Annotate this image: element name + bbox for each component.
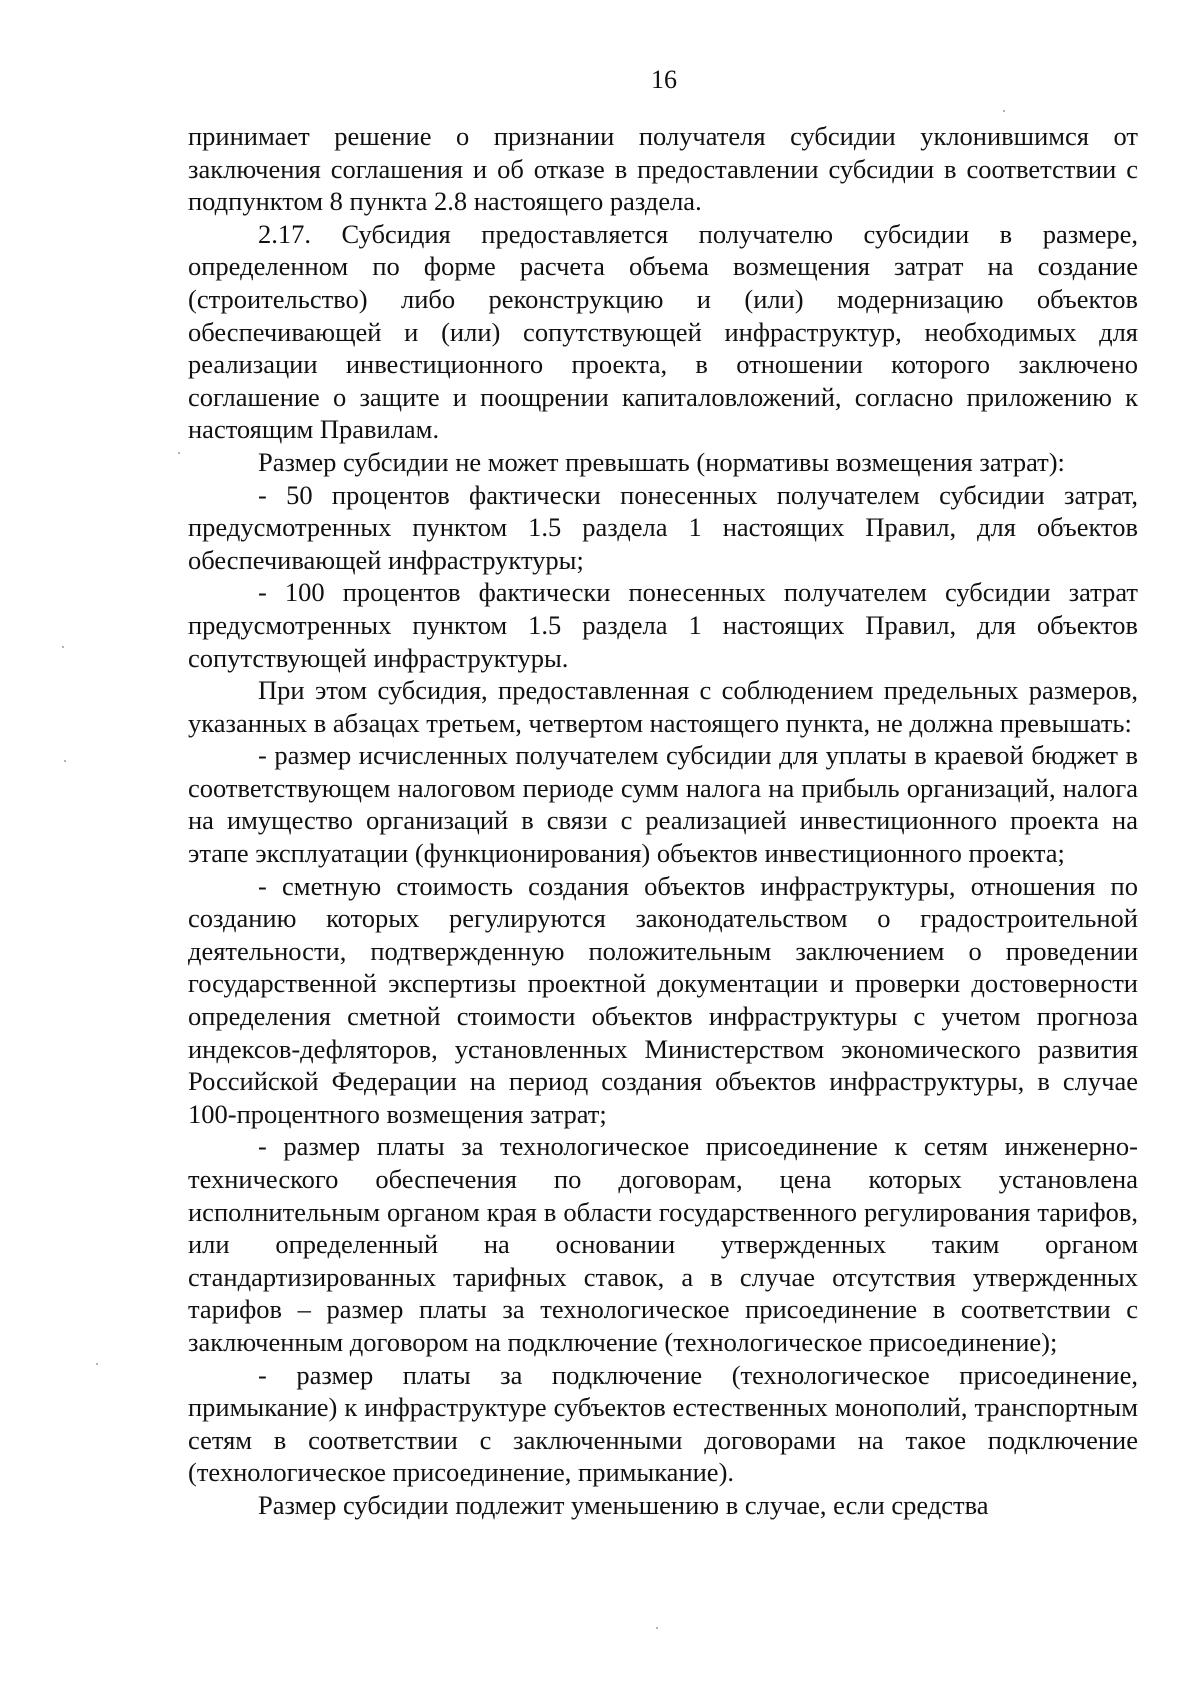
paragraph-limit-100-percent: - 100 процентов фактически понесенных получателем субсидии затрат предусмотренных пунктом 1.5 раздела 1 настоящих Правил, для объектов сопутствующей инфраструктуры.: [188, 577, 1138, 673]
paragraph-subsidy-reduction: Размер субсидии подлежит уменьшению в случае, если средства: [258, 1489, 989, 1520]
scan-speck: [178, 452, 180, 454]
scan-speck: [1003, 110, 1005, 112]
paragraph-continuation: принимает решение о признании получателя субсидии уклонившимся от заключения соглашения и об отказе в предоставлении субсидии в соответствии с подпунктом 8 пункта 2.8 настоящего раздела.: [188, 121, 1138, 217]
scan-speck: [64, 760, 66, 762]
scan-speck: [656, 1627, 658, 1629]
scan-speck: [96, 1363, 98, 1365]
paragraph-limit-50-percent: - 50 процентов фактически понесенных получателем субсидии затрат, предусмотренных пунктом 1.5 раздела 1 настоящих Правил, для объектов обеспечивающей инфраструктуры;: [188, 479, 1138, 575]
paragraph-estimated-cost-limit: - сметную стоимость создания объектов инфраструктуры, отношения по созданию которых регулируются законодательством о градостроительной деятельности, подтвержденную положительным заключением о проведении государственной экспертизы проектной документации и проверки достоверности определения сметной стоимости объектов инфраструктуры с учетом прогноза индексов-дефляторов, установленных Министерством экономического развития Российской Федерации на период создания объектов инфраструктуры, в случае 100-процентного возмещения затрат;: [188, 870, 1138, 1129]
paragraph-monopoly-connection-limit: - размер платы за подключение (технологическое присоединение, примыкание) к инфраструктуре субъектов естественных монополий, транспортным сетям в соответствии с заключенными договорами на такое подключение (технологическое присоединение, примыкание).: [188, 1359, 1138, 1488]
document-body: [188, 120, 1138, 1522]
page-number: 16: [651, 65, 677, 94]
paragraph-tax-amount-limit: - размер исчисленных получателем субсидии для уплаты в краевой бюджет в соответствующем налоговом периоде сумм налога на прибыль организаций, налога на имущество организаций в связи с реализацией инвестиционного проекта на этапе эксплуатации (функционирования) объектов инвестиционного проекта;: [188, 740, 1138, 869]
paragraph-clause-2-17: 2.17. Субсидия предоставляется получателю субсидии в размере, определенном по форме расчета объема возмещения затрат на создание (строительство) либо реконструкцию и (или) модернизацию объектов обеспечивающей и (или) сопутствующей инфраструктур, необходимых для реализации инвестиционного проекта, в отношении которого заключено соглашение о защите и поощрении капиталовложений, согласно приложению к настоящим Правилам.: [188, 218, 1138, 445]
paragraph-connection-fee-limit: - размер платы за технологическое присоединение к сетям инженерно-технического обеспечения по договорам, цена которых установлена исполнительным органом края в области государственного регулирования тарифов, или определенный на основании утвержденных таким органом стандартизированных тарифных ставок, а в случае отсутствия утвержденных тарифов – размер платы за технологическое присоединение в соответствии с заключенным договором на подключение (технологическое присоединение);: [188, 1131, 1138, 1357]
paragraph-subsidy-limits-intro: Размер субсидии не может превышать (нормативы возмещения затрат):: [258, 446, 1065, 477]
scan-speck: [62, 646, 64, 648]
paragraph-additional-limits-intro: При этом субсидия, предоставленная с соблюдением предельных размеров, указанных в абзацах третьем, четвертом настоящего пункта, не должна превышать:: [188, 675, 1138, 738]
